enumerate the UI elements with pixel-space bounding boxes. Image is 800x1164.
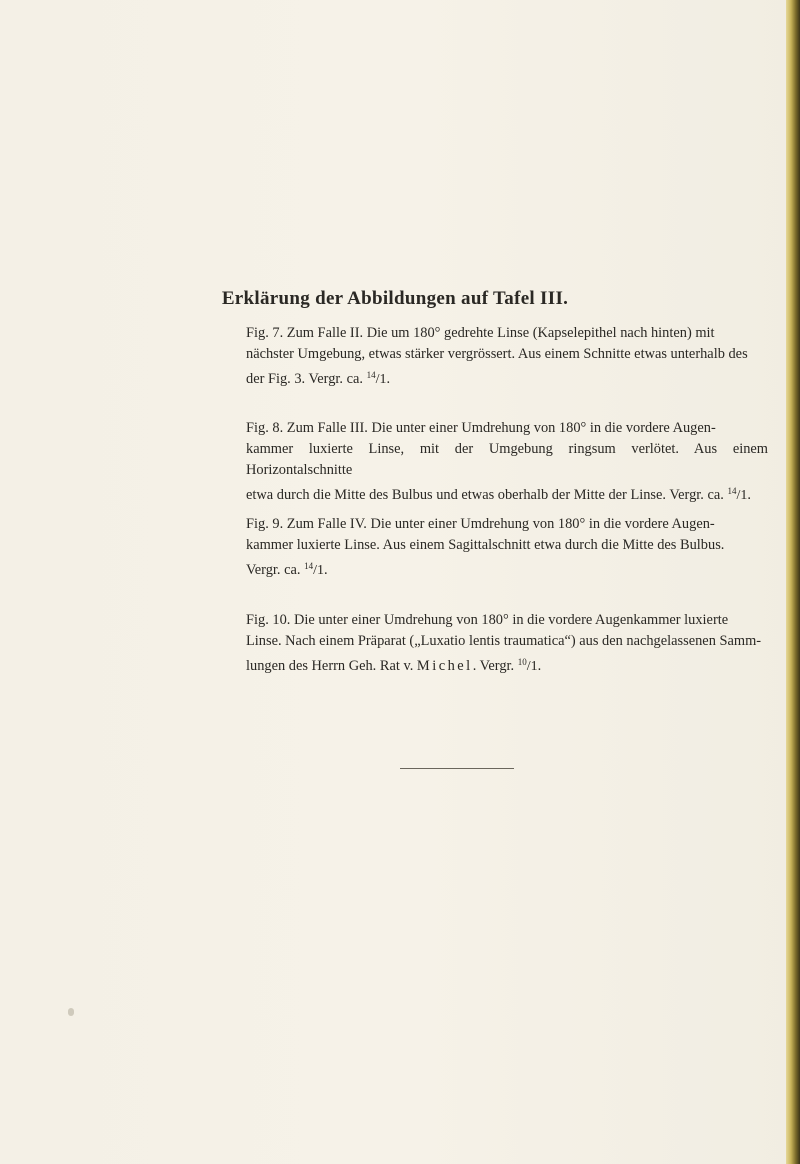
caption-text: Vergr. ca. xyxy=(246,562,305,578)
caption-text: etwa durch die Mitte des Bulbus und etwas oberhalb der Mitte der Linse. Vergr. ca. xyxy=(246,487,728,503)
magnification-fraction: $^{14}$/1 xyxy=(304,561,324,578)
caption-text: der Fig. 3. Vergr. ca. xyxy=(246,371,367,387)
figure-caption-8 xyxy=(246,418,768,506)
caption-line: Fig. 7. Zum Falle II. Die um 180° gedrehte Linse (Kapselepithel nach hinten) mit xyxy=(246,325,715,341)
caption-line: kammer luxierte Linse. Aus einem Sagittalschnitt etwa durch die Mitte des Bulbus. xyxy=(246,537,725,553)
caption-text: lungen des Herrn Geh. Rat v. xyxy=(246,658,417,674)
page-title: Erklärung der Abbildungen auf Tafel III. xyxy=(221,288,569,309)
caption-line: nächster Umgebung, etwas stärker vergrössert. Aus einem Schnitte etwas unterhalb des xyxy=(246,346,748,362)
caption-line: kammer luxierte Linse, mit der Umgebung ringsum verlötet. Aus einem Horizontalschnitte xyxy=(246,441,768,478)
caption-line: Fig. 10. Die unter einer Umdrehung von 180° in die vordere Augenkammer luxierte xyxy=(246,612,729,628)
caption-line: lungen des Herrn Geh. Rat v. Michel. Vergr. $^{10}$/1. xyxy=(246,657,542,674)
page-edge xyxy=(786,0,800,1164)
magnification-fraction: $^{14}$/1 xyxy=(727,486,748,503)
magnification-fraction: $^{14}$/1 xyxy=(366,370,387,387)
caption-line: Fig. 8. Zum Falle III. Die unter einer Umdrehung von 180° in die vordere Augen- xyxy=(246,420,716,436)
caption-line: der Fig. 3. Vergr. ca. $^{14}$/1. xyxy=(246,370,391,387)
caption-line: etwa durch die Mitte des Bulbus und etwas oberhalb der Mitte der Linse. Vergr. ca. $^{14}$/1. xyxy=(246,486,751,503)
caption-line: Fig. 9. Zum Falle IV. Die unter einer Umdrehung von 180° in die vordere Augen- xyxy=(246,516,715,532)
figure-caption-9 xyxy=(246,514,768,581)
paper-speck xyxy=(68,1008,74,1016)
figure-caption-10 xyxy=(246,610,768,677)
figure-caption-7 xyxy=(246,323,768,390)
caption-line: Linse. Nach einem Präparat („Luxatio lentis traumatica“) aus den nachgelassenen Samm- xyxy=(246,633,762,649)
caption-line: Vergr. ca. $^{14}$/1. xyxy=(246,561,328,578)
author-name: Michel xyxy=(416,658,473,674)
divider-rule xyxy=(400,768,514,769)
magnification-fraction: $^{10}$/1 xyxy=(517,657,538,674)
